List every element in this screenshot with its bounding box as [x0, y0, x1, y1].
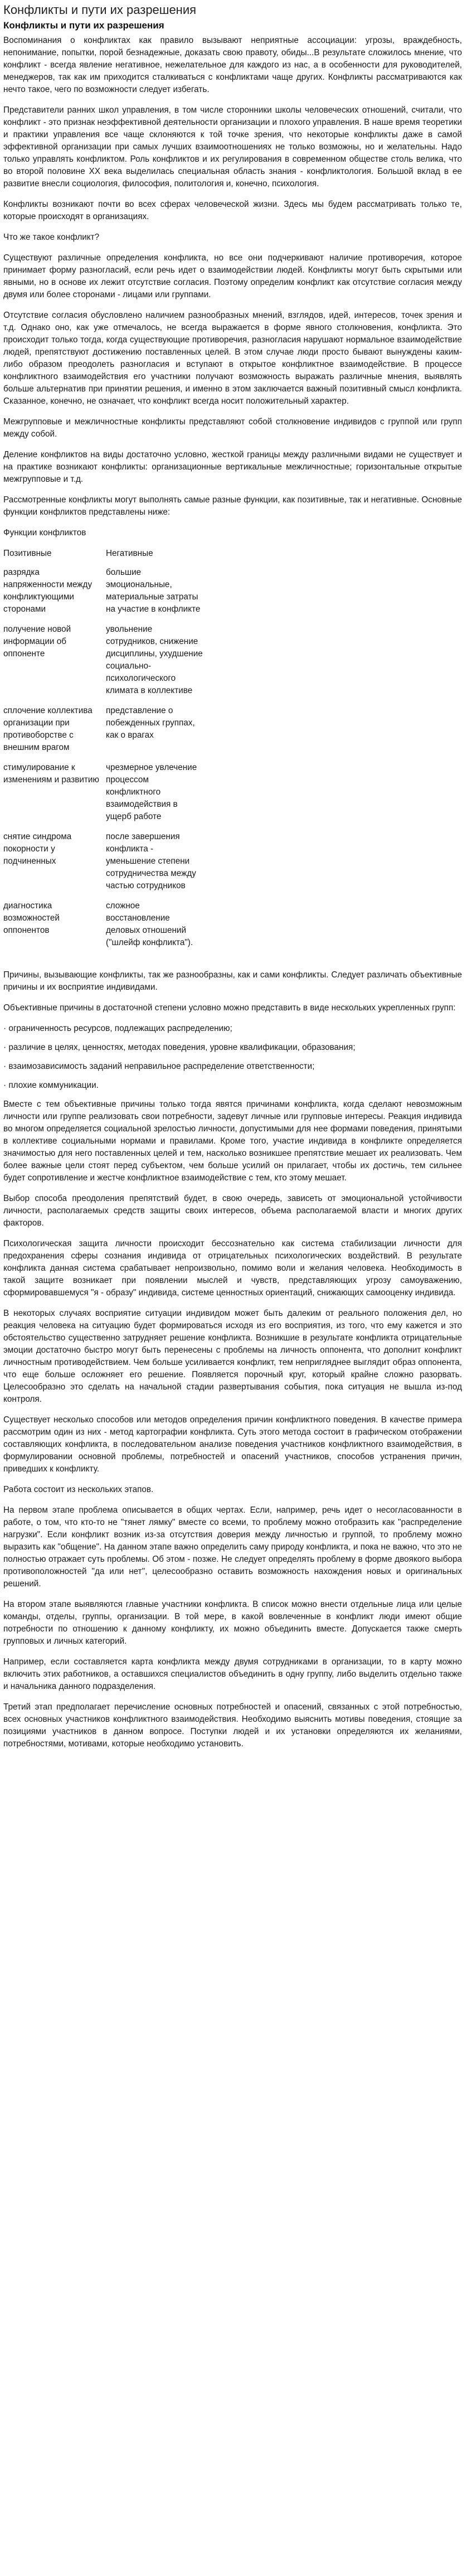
paragraph: Выбор способа преодоления препятствий будет, в свою очередь, зависеть от эмоциональной устойчивости личности, располагаемых средств защиты своих интересов, объема располагаемой власти и многих других факторов.	[3, 1194, 462, 1228]
question-heading: Что же такое конфликт?	[3, 233, 100, 242]
paragraph: Представители ранних школ управления, в том числе сторонники школы человеческих отношений, считали, что конфликт - это признак неэффективной деятельности организации и плохого управления. В наше время теоретики и практики управления все чаще склоняются к той точке зрения, что некоторые конфликты даже в самой эффективной организации при самых лучших взаимоотношениях не только возможны, но и желательны. Надо только управлять конфликтом. Роль конфликтов и их регулирования в современном обществе столь велика, что во второй половине XX века выделилась специальная область знания - конфликтология. Большой вклад в ее развитие внесли социология, философия, политология и, конечно, психология.	[3, 105, 462, 188]
negative-function-cell: увольнение сотрудников, снижение дисциплины, ухудшение социально-психологического климата в коллективе	[106, 624, 203, 695]
positive-function-cell: диагностика возможностей оппонентов	[3, 901, 60, 935]
intro-section	[3, 35, 462, 519]
paragraph: Вместе с тем объективные причины только тогда явятся причинами конфликта, когда сделают невозможным личности или группе реализовать свои потребности, задевут личные или групповые интересы. Реакция индивида во многом определяется социальной зрелостью личности, допустимыми для нее формами поведения, принятыми в коллективе социальными нормами и правилами. Кроме того, участие индивида в конфликте определяется значимостью для него поставленных целей и тем, насколько возникшее препятствие мешает их реализовать. Чем более важные цели стоят перед субъектом, чем больше усилий он прилагает, чтобы их достичь, тем сильнее будет сопротивление и жестче конфликтное взаимодействие с тем, кто этому мешает.	[3, 1100, 462, 1183]
paragraph: На втором этапе выявляются главные участники конфликта. В список можно внести отдельные лица или целые команды, отделы, группы, организации. В той мере, в какой вовлеченные в конфликт люди имеют общие потребности по отношению к данному конфликту, их можно объединить вместе. Допускается также смерть групповых и личных категорий.	[3, 1600, 462, 1646]
paragraph: Воспоминания о конфликтах как правило вызывают неприятные ассоциации: угрозы, враждебность, непонимание, попытки, порой безнадежные, доказать свою правоту, обиды...В результате сложилось мнение, что конфликт - всегда явление негативное, нежелательное для каждого из нас, а в особенности для руководителей, менеджеров, так как им приходится сталкиваться с конфликтами чаще других. Конфликты рассматриваются как нечто такое, чего по возможности следует избегать.	[3, 36, 462, 94]
functions-table	[3, 548, 204, 957]
column-header-positive: Позитивные	[3, 549, 52, 558]
table-row	[3, 705, 204, 762]
paragraph: Например, если составляется карта конфликта между двумя сотрудниками в организации, то в карту можно включить этих работников, а оставшихся специалистов объединить в одну группу, либо выделить отдельно также и начальника данного подразделения.	[3, 1657, 462, 1691]
causes-section	[3, 969, 462, 1092]
paragraph: Конфликты возникают почти во всех сферах человеческой жизни. Здесь мы будем рассматривать только те, которые происходят в организациях.	[3, 200, 462, 221]
article-subtitle: Конфликты и пути их разрешения	[3, 20, 164, 31]
list-item: · различие в целях, ценностях, методах поведения, уровне квалификации, образования;	[3, 1043, 356, 1052]
paragraph: На первом этапе проблема описывается в общих чертах. Если, например, речь идет о несогласованности в работе, о том, что кто-то не "тянет лямку" вместе со всеми, то проблему можно отобразить как "распределение нагрузки". Если конфликт возник из-за отсутствия доверия между личностью и группой, то проблему можно выразить как "общение". На данном этапе важно определить саму природу конфликта, и пока не важно, что это не полностью отражает суть проблемы. Об этом - позже. Не следует определять проблему в форме двоякого выбора противоположностей "да или нет", целесообразно оставить возможность нахождения новых и оригинальных решений.	[3, 1505, 462, 1589]
list-item: · взаимозависимость заданий неправильное распределение ответственности;	[3, 1062, 315, 1071]
positive-function-cell: снятие синдрома покорности у подчиненных	[3, 832, 72, 866]
paragraph: Работа состоит из нескольких этапов.	[3, 1485, 154, 1494]
negative-function-cell: после завершения конфликта - уменьшение степени сотрудничества между частью сотрудников	[106, 832, 196, 890]
table-row	[3, 900, 204, 957]
table-row	[3, 831, 204, 900]
table-row	[3, 566, 204, 623]
column-header-negative: Негативные	[106, 549, 153, 558]
paragraph: Объективные причины в достаточной степени условно можно представить в виде нескольких укрепленных групп:	[3, 1003, 456, 1013]
paragraph: Рассмотренные конфликты могут выполнять самые разные функции, как позитивные, так и негативные. Основные функции конфликтов представлены ниже:	[3, 495, 462, 517]
negative-function-cell: большие эмоциональные, материальные затраты на участие в конфликте	[106, 568, 201, 614]
negative-function-cell: представление о побежденных группах, как о врагах	[106, 706, 195, 740]
paragraph: Существуют различные определения конфликта, но все они подчеркивают наличие противоречия, которое принимает форму разногласий, если речь идет о взаимодействии людей. Конфликты могут быть скрытыми или явными, но в основе их лежит отсутствие согласия. Поэтому определим конфликт как отсутствие согласия между двумя или более сторонами - лицами или группами.	[3, 253, 462, 299]
paragraph: Психологическая защита личности происходит бессознательно как система стабилизации личности для предохранения сферы сознания индивида от отрицательных психологических воздействий. В результате конфликта данная система срабатывает непроизвольно, помимо воли и желания человека. Необходимость в такой защите возникает при появлении мыслей и чувств, представляющих угрозу самоуважению, сформировавшемуся "я - образу" индивида, системе ценностных ориентаций, снижающих самооценку индивида.	[3, 1239, 462, 1297]
list-item: · ограниченность ресурсов, подлежащих распределению;	[3, 1024, 232, 1033]
positive-function-cell: сплочение коллектива организации при противоборстве с внешним врагом	[3, 706, 93, 752]
paragraph: Отсутствие согласия обусловлено наличием разнообразных мнений, взглядов, идей, интересов, точек зрения и т.д. Однако оно, как уже отмечалось, не всегда выражается в форме явного столкновения, конфликта. Это происходит только тогда, когда существующие противоречия, разногласия нарушают нормальное взаимодействие людей, препятствуют достижению поставленных целей. В этом случае люди просто бывают вынуждены каким-либо образом преодолеть разногласия и вступают в открытое конфликтное взаимодействие. В процессе конфликтного взаимодействия его участники получают возможность выражать различные мнения, выявлять больше альтернатив при принятии решения, и именно в этом заключается важный позитивный смысл конфликта. Сказанное, конечно, не означает, что конфликт всегда носит положительный характер.	[3, 311, 462, 406]
negative-function-cell: сложное восстановление деловых отношений ("шлейф конфликта").	[106, 901, 193, 947]
table-caption: Функции конфликтов	[3, 528, 86, 538]
table-row	[3, 623, 204, 705]
analysis-section	[3, 1098, 462, 1750]
paragraph: В некоторых случаях восприятие ситуации индивидом может быть далеким от реального положения дел, но реакция человека на ситуацию будет формироваться исходя из его восприятия, из того, что ему кажется и это обстоятельство существенно затрудняет решение конфликта. Возникшие в результате конфликта отрицательные эмоции достаточно быстро могут быть перенесены с проблемы на личность оппонента, что дополнит конфликт личностным противодействием. Чем больше усиливается конфликт, тем непригляднее выглядит образ оппонента, что еще больше осложняет его решение. Появляется порочный круг, который крайне сложно разорвать. Целесообразно это сделать на начальной стадии развертывания события, пока ситуация не вышла из-под контроля.	[3, 1309, 462, 1404]
paragraph: Третий этап предполагает перечисление основных потребностей и опасений, связанных с этой потребностью, всех основных участников конфликтного взаимодействия. Необходимо выяснить мотивы поведения, стоящие за позициями участников в данном вопросе. Поступки людей и их установки определяются их желаниями, потребностями, мотивами, которые необходимо установить.	[3, 1702, 462, 1749]
paragraph: Существует несколько способов или методов определения причин конфликтного поведения. В качестве примера рассмотрим один из них - метод картографии конфликта. Суть этого метода состоит в графическом отображении составляющих конфликта, в последовательном анализе поведения участников конфликтного взаимодействия, в формулировании основной проблемы, потребностей и опасений участников, способов устранения причин, приведших к конфликту.	[3, 1415, 462, 1474]
table-row	[3, 762, 204, 831]
table-header-row	[3, 548, 204, 566]
page-title: Конфликты и пути их разрешения	[3, 3, 197, 17]
paragraph: Причины, вызывающие конфликты, так же разнообразны, как и сами конфликты. Следует различать объективные причины и их восприятие индивидами.	[3, 970, 462, 992]
positive-function-cell: разрядка напряженности между конфликтующими сторонами	[3, 568, 93, 614]
paragraph: Деление конфликтов на виды достаточно условно, жесткой границы между различными видами не существует и на практике возникают конфликты: организационные вертикальные межличностные; горизонтальные открытые межгрупповые и т.д.	[3, 450, 462, 484]
positive-function-cell: стимулирование к изменениям и развитию	[3, 763, 99, 785]
document-page	[0, 2, 465, 1750]
paragraph: Межгрупповые и межличностные конфликты представляют собой столкновение индивидов с группой или групп между собой.	[3, 417, 462, 439]
negative-function-cell: чрезмерное увлечение процессом конфликтного взаимодействия в ущерб работе	[106, 763, 197, 821]
positive-function-cell: получение новой информации об оппоненте	[3, 624, 71, 658]
list-item: · плохие коммуникации.	[3, 1081, 99, 1090]
